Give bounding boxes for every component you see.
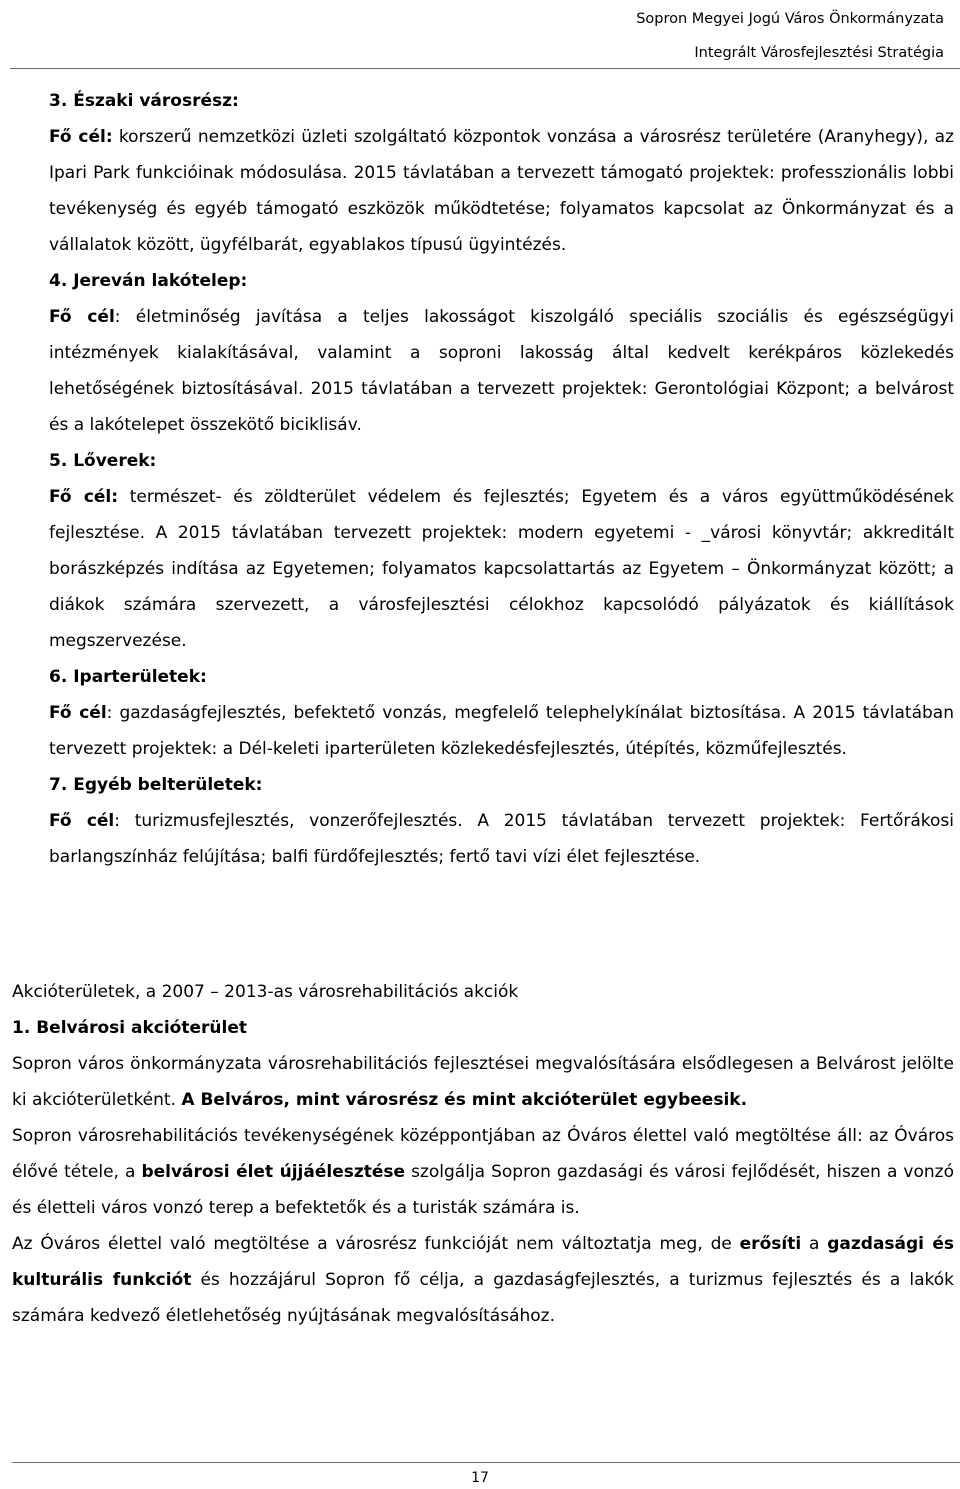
- action-paragraph-3: [12, 1226, 954, 1334]
- emphasis-text: A Belváros, mint városrész és mint akcióterület egybeesik.: [181, 1090, 748, 1110]
- paragraph-text: Az Óváros élettel való megtöltése a városrész funkcióját nem változtatja meg, de: [12, 1234, 740, 1254]
- section-body: [49, 299, 954, 443]
- section-loverek: [49, 443, 954, 659]
- goal-label: Fő cél:: [49, 487, 119, 507]
- section-other: [49, 767, 954, 875]
- action-paragraph-2: [12, 1118, 954, 1226]
- header-document-title: Integrált Városfejlesztési Stratégia: [694, 45, 944, 61]
- paragraph-text: Sopron városrehabilitációs tevékenységének középpontjában az Óváros élettel való megtöltése áll: az Óváros élővé tétele, a: [12, 1126, 954, 1182]
- section-heading: 5. Lőverek:: [49, 451, 157, 471]
- paragraph-text: a: [801, 1234, 828, 1254]
- section-text: : életminőség javítása a teljes lakosságot kiszolgáló speciális szociális és egészségügyi intézmények kialakításával, valamint a soproni lakosság által kedvelt kerékpáros közlekedés lehetőségének biztosításával. 2015 távlatában a tervezett projektek: Gerontológiai Központ; a belvárost és a lakótelepet összekötő biciklisáv.: [49, 307, 954, 435]
- section-jerevan: [49, 263, 954, 443]
- goal-label: Fő cél: [49, 307, 115, 327]
- section-body: [49, 479, 954, 659]
- action-paragraph-1: [12, 1046, 954, 1118]
- action-areas: [12, 974, 954, 1334]
- page-number: 17: [471, 1470, 489, 1486]
- action-area-subtitle: 1. Belvárosi akcióterület: [12, 1018, 247, 1038]
- paragraph-text: Sopron város önkormányzata városrehabilitációs fejlesztései megvalósítására elsődlegesen a Belvárost jelölte ki akcióterületként.: [12, 1054, 954, 1110]
- header-divider: [10, 68, 960, 69]
- section-north: [49, 83, 954, 263]
- section-body: [49, 803, 954, 875]
- section-body: [49, 119, 954, 263]
- section-heading: 4. Jereván lakótelep:: [49, 271, 248, 291]
- goal-label: Fő cél: [49, 703, 107, 723]
- header-organization: Sopron Megyei Jogú Város Önkormányzata: [636, 11, 944, 27]
- emphasis-text: gazdasági és kulturális funkciót: [12, 1234, 954, 1290]
- emphasis-text: erősíti: [739, 1234, 802, 1254]
- goal-label: Fő cél:: [49, 127, 113, 147]
- section-text: : turizmusfejlesztés, vonzerőfejlesztés. A 2015 távlatában tervezett projektek: Fertőrákosi barlangszínház felújítása; balfi fürdőfejlesztés; fertő tavi vízi élet fejlesztése.: [49, 811, 955, 867]
- section-heading: 3. Északi városrész:: [49, 91, 239, 111]
- goal-label: Fő cél: [49, 811, 115, 831]
- paragraph-text: szolgálja Sopron gazdasági és városi fejlődését, hiszen a vonzó és életteli város vonzó terep a befektetők és a turisták számára is.: [12, 1162, 954, 1218]
- footer-divider: [12, 1462, 960, 1463]
- emphasis-text: belvárosi élet újjáélesztése: [141, 1162, 406, 1182]
- section-industrial: [49, 659, 954, 767]
- district-sections: [49, 83, 954, 875]
- section-body: [49, 695, 954, 767]
- page-header: [636, 2, 944, 70]
- section-heading: 6. Iparterületek:: [49, 667, 207, 687]
- section-text: korszerű nemzetközi üzleti szolgáltató központok vonzása a városrész területére (Aranyhegy), az Ipari Park funkcióinak módosulása. 2015 távlatában a tervezett támogató projektek: professzionális lobbi tevékenység és egyéb támogató eszközök működtetése; folyamatos kapcsolat az Önkormányzat és a vállalatok között, ügyfélbarát, egyablakos típusú ügyintézés.: [49, 127, 954, 255]
- section-text: természet- és zöldterület védelem és fejlesztés; Egyetem és a város együttműködésének fejlesztése. A 2015 távlatában tervezett projektek: modern egyetemi - _városi könyvtár; akkreditált borászképzés indítása az Egyetemen; folyamatos kapcsolattartás az Egyetem – Önkormányzat között; a diákok számára szervezett, a városfejlesztési célokhoz kapcsolódó pályázatok és kiállítások megszervezése.: [49, 487, 954, 651]
- paragraph-text: és hozzájárul Sopron fő célja, a gazdaságfejlesztés, a turizmus fejlesztés és a lakók számára kedvező életlehetőség nyújtásának megvalósításához.: [12, 1270, 954, 1326]
- section-text: : gazdaságfejlesztés, befektető vonzás, megfelelő telephelykínálat biztosítása. A 2015 távlatában tervezett projektek: a Dél-keleti iparterületen közlekedésfejlesztés, útépítés, közműfejlesztés.: [49, 703, 954, 759]
- section-heading: 7. Egyéb belterületek:: [49, 775, 263, 795]
- action-areas-title: Akcióterületek, a 2007 – 2013-as városrehabilitációs akciók: [12, 982, 519, 1002]
